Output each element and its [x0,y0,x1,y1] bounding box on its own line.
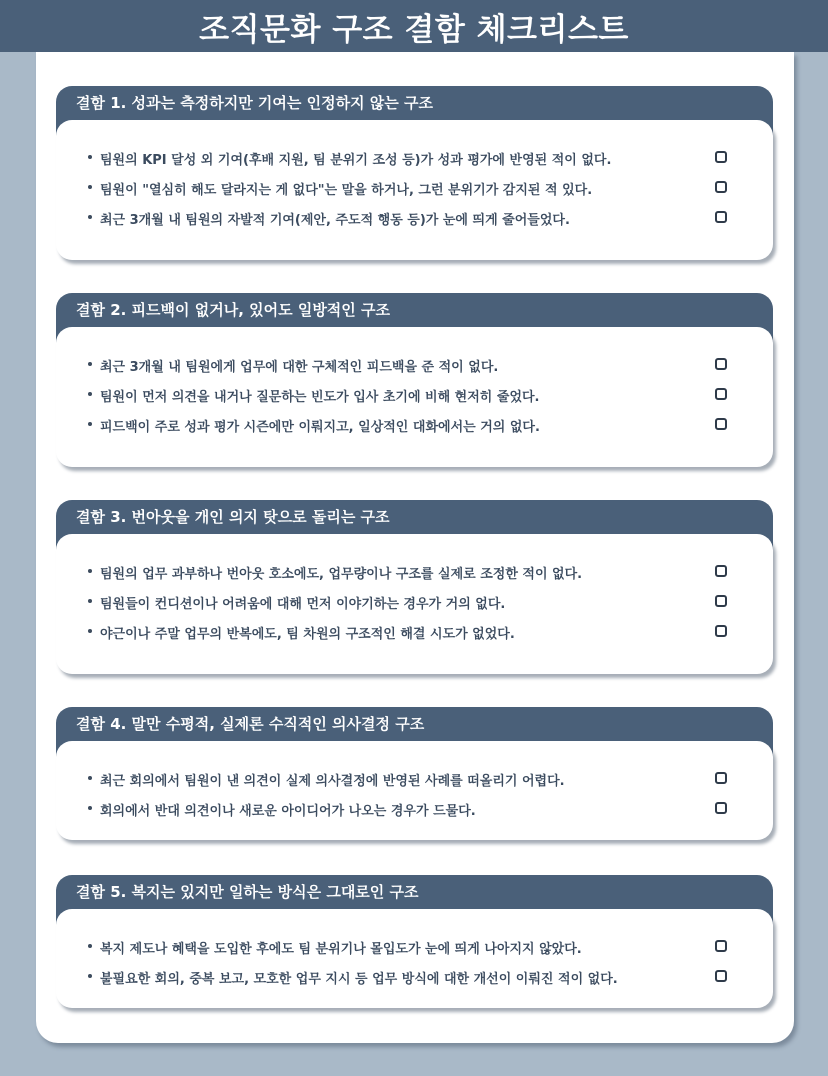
bullet-icon [88,776,92,780]
checklist-item-text: 복지 제도나 혜택을 도입한 후에도 팀 분위기나 몰입도가 눈에 띄게 나아지지 않았다. [100,942,582,957]
section-card [56,534,773,674]
bullet-icon [88,806,92,810]
checklist-item [56,414,773,436]
checklist-item [56,177,773,199]
defect-section-5 [56,875,773,1010]
bullet-icon [88,155,92,159]
defect-section-4 [56,707,773,842]
checklist-item-text: 팀원들이 컨디션이나 어려움에 대해 먼저 이야기하는 경우가 거의 없다. [100,597,506,612]
checklist-item-text: 팀원의 업무 과부하나 번아웃 호소에도, 업무량이나 구조를 실제로 조정한 적이 없다. [100,567,583,582]
checkbox[interactable] [715,388,727,400]
checkbox[interactable] [715,625,727,637]
checkbox[interactable] [715,772,727,784]
checklist-item-text: 회의에서 반대 의견이나 새로운 아이디어가 나오는 경우가 드물다. [100,804,476,819]
bullet-icon [88,629,92,633]
bullet-icon [88,392,92,396]
checkbox[interactable] [715,940,727,952]
bullet-icon [88,215,92,219]
bullet-icon [88,362,92,366]
defect-section-3 [56,500,773,675]
defect-section-1 [56,86,773,261]
checklist-item-text: 야근이나 주말 업무의 반복에도, 팀 차원의 구조적인 해결 시도가 없었다. [100,627,515,642]
section-heading: 결함 1. 성과는 측정하지만 기여는 인정하지 않는 구조 [56,86,773,138]
checklist-item-text: 최근 3개월 내 팀원의 자발적 기여(제안, 주도적 행동 등)가 눈에 띄게 줄어들었다. [100,213,570,228]
checkbox[interactable] [715,211,727,223]
checkbox[interactable] [715,358,727,370]
checklist-item [56,207,773,229]
defect-section-2 [56,293,773,468]
section-heading: 결함 3. 번아웃을 개인 의지 탓으로 돌리는 구조 [56,500,773,552]
checklist-item [56,384,773,406]
section-heading: 결함 5. 복지는 있지만 일하는 방식은 그대로인 구조 [56,875,773,927]
section-card [56,327,773,467]
checklist-item [56,966,773,988]
checklist-item [56,768,773,790]
checklist-item [56,147,773,169]
checklist-item [56,354,773,376]
checklist-item [56,561,773,583]
checkbox[interactable] [715,565,727,577]
checklist-item [56,591,773,613]
section-card [56,120,773,260]
page-title: 조직문화 구조 결함 체크리스트 [199,11,629,48]
bullet-icon [88,599,92,603]
checklist-item [56,798,773,820]
bullet-icon [88,185,92,189]
checklist-item [56,936,773,958]
section-card [56,909,773,1008]
checklist-item-text: 최근 회의에서 팀원이 낸 의견이 실제 의사결정에 반영된 사례를 떠올리기 어렵다. [100,774,565,789]
bullet-icon [88,422,92,426]
section-heading: 결함 4. 말만 수평적, 실제론 수직적인 의사결정 구조 [56,707,773,759]
bullet-icon [88,569,92,573]
checkbox[interactable] [715,970,727,982]
checkbox[interactable] [715,802,727,814]
checklist-item-text: 피드백이 주로 성과 평가 시즌에만 이뤄지고, 일상적인 대화에서는 거의 없다. [100,420,540,435]
checkbox[interactable] [715,181,727,193]
checklist-item-text: 불필요한 회의, 중복 보고, 모호한 업무 지시 등 업무 방식에 대한 개선이 이뤄진 적이 없다. [100,972,618,987]
bullet-icon [88,944,92,948]
checkbox[interactable] [715,418,727,430]
section-heading: 결함 2. 피드백이 없거나, 있어도 일방적인 구조 [56,293,773,345]
checklist-item-text: 팀원이 "열심히 해도 달라지는 게 없다"는 말을 하거나, 그런 분위기가 감지된 적 있다. [100,183,593,198]
checklist-item-text: 팀원이 먼저 의견을 내거나 질문하는 빈도가 입사 초기에 비해 현저히 줄었다. [100,390,540,405]
checklist-item-text: 최근 3개월 내 팀원에게 업무에 대한 구체적인 피드백을 준 적이 없다. [100,360,499,375]
title-bar [0,0,828,52]
checkbox[interactable] [715,595,727,607]
section-card [56,741,773,840]
checklist-item-text: 팀원의 KPI 달성 외 기여(후배 지원, 팀 분위기 조성 등)가 성과 평가에 반영된 적이 없다. [100,153,612,168]
checkbox[interactable] [715,151,727,163]
checklist-item [56,621,773,643]
bullet-icon [88,974,92,978]
